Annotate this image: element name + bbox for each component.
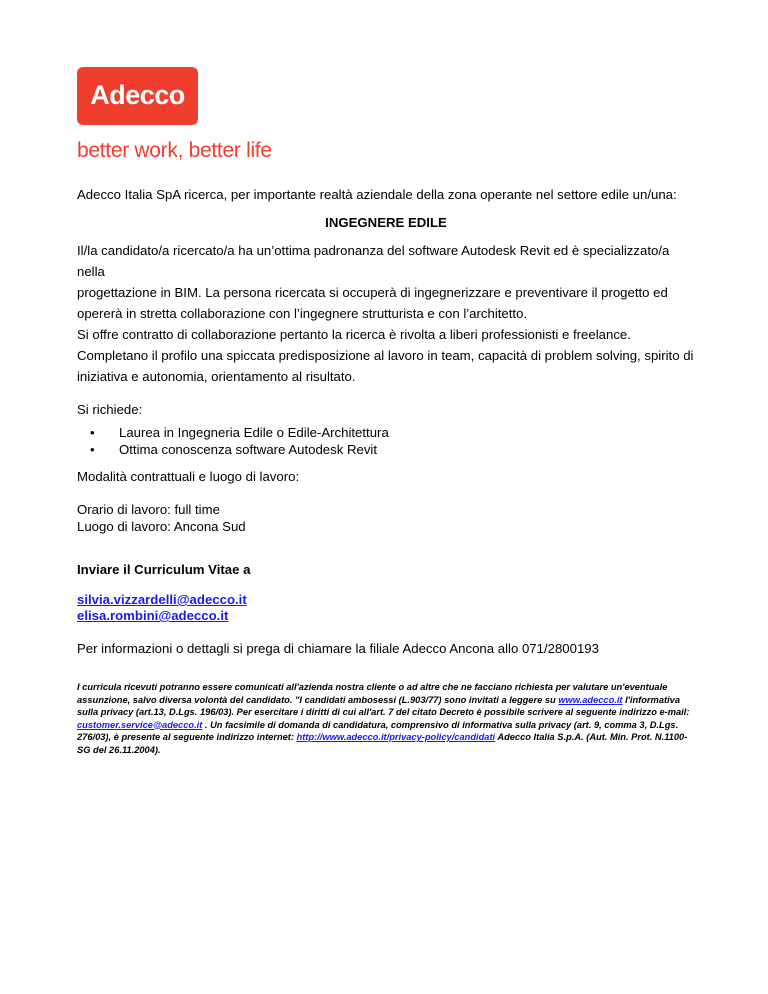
tagline: better work, better life [77, 139, 272, 162]
location-text: Luogo di lavoro: Ancona Sud [77, 519, 246, 534]
job-title: INGEGNERE EDILE [325, 215, 447, 230]
privacy-disclaimer: I curricula ricevuti potranno essere comunicati all'azienda nostra cliente o ad altre che ne facciano richiesta per valutare un'eventuale assunzione, salvo diversa volontà del candidato. "I candidati ambosessi (L.903/77) sono invitati a leggere su www.adecco.it l'informativa sulla privacy (art.13, D.Lgs. 196/03). Per esercitare i diritti di cui all'art. 7 del citato Decreto è possibile scrivere al seguente indirizzo e-mail: customer.service@adecco.it . Un facsimile di domanda di candidatura, comprensivo di informativa sulla privacy (art. 9, comma 3, D.Lgs. 276/03), è presente al seguente indirizzo internet: http://www.adecco.it/privacy-policy/candidati Adecco Italia S.p.A. (Aut. Min. Prot. N.1100-SG del 26.11.2004). [77, 682, 690, 755]
requirements-label: Si richiede: [77, 402, 143, 417]
description-line: opererà in stretta collaborazione con l’ingegnere strutturista e con l’architetto. [77, 306, 528, 321]
description-line: progettazione in BIM. La persona ricercata si occuperà di ingegnerizzare e preventivare il progetto ed [77, 285, 668, 300]
description-line: Completano il profilo una spiccata predisposizione al lavoro in team, capacità di problem solving, spirito di [77, 348, 694, 363]
intro-text: Adecco Italia SpA ricerca, per importante realtà aziendale della zona operante nel settore edile un/una: [77, 187, 677, 202]
requirements-list [77, 424, 695, 458]
privacy-policy-link[interactable]: http://www.adecco.it/privacy-policy/candidati [296, 732, 496, 742]
description-line: Si offre contratto di collaborazione pertanto la ricerca è rivolta a liberi professionisti e freelance. [77, 327, 631, 342]
email-link-elisa[interactable]: elisa.rombini@adecco.it [77, 608, 229, 623]
description-line: iniziativa e autonomia, orientamento al risultato. [77, 369, 356, 384]
requirement-item: • Laurea in Ingegneria Edile o Edile-Architettura [90, 425, 389, 440]
adecco-site-link[interactable]: www.adecco.it [558, 694, 623, 705]
schedule-text: Orario di lavoro: full time [77, 502, 220, 517]
bullet-icon: • [90, 425, 95, 440]
conditions-label: Modalità contrattuali e luogo di lavoro: [77, 469, 300, 484]
customer-service-email-link[interactable]: customer.service@adecco.it [77, 719, 203, 730]
logo-text: Adecco [90, 80, 185, 110]
requirement-item: • Ottima conoscenza software Autodesk Revit [90, 442, 378, 457]
adecco-logo [77, 67, 198, 125]
info-text: Per informazioni o dettagli si prega di chiamare la filiale Adecco Ancona allo 071/2800193 [77, 641, 599, 656]
job-description [77, 240, 695, 387]
job-posting [77, 186, 695, 756]
description-line: Il/la candidato/a ricercato/a ha un’ottima padronanza del software Autodesk Revit ed è specializzato/a nella [77, 243, 670, 279]
email-link-silvia[interactable]: silvia.vizzardelli@adecco.it [77, 592, 247, 607]
cv-label: Inviare il Curriculum Vitae a [77, 562, 251, 577]
bullet-icon: • [90, 442, 95, 457]
